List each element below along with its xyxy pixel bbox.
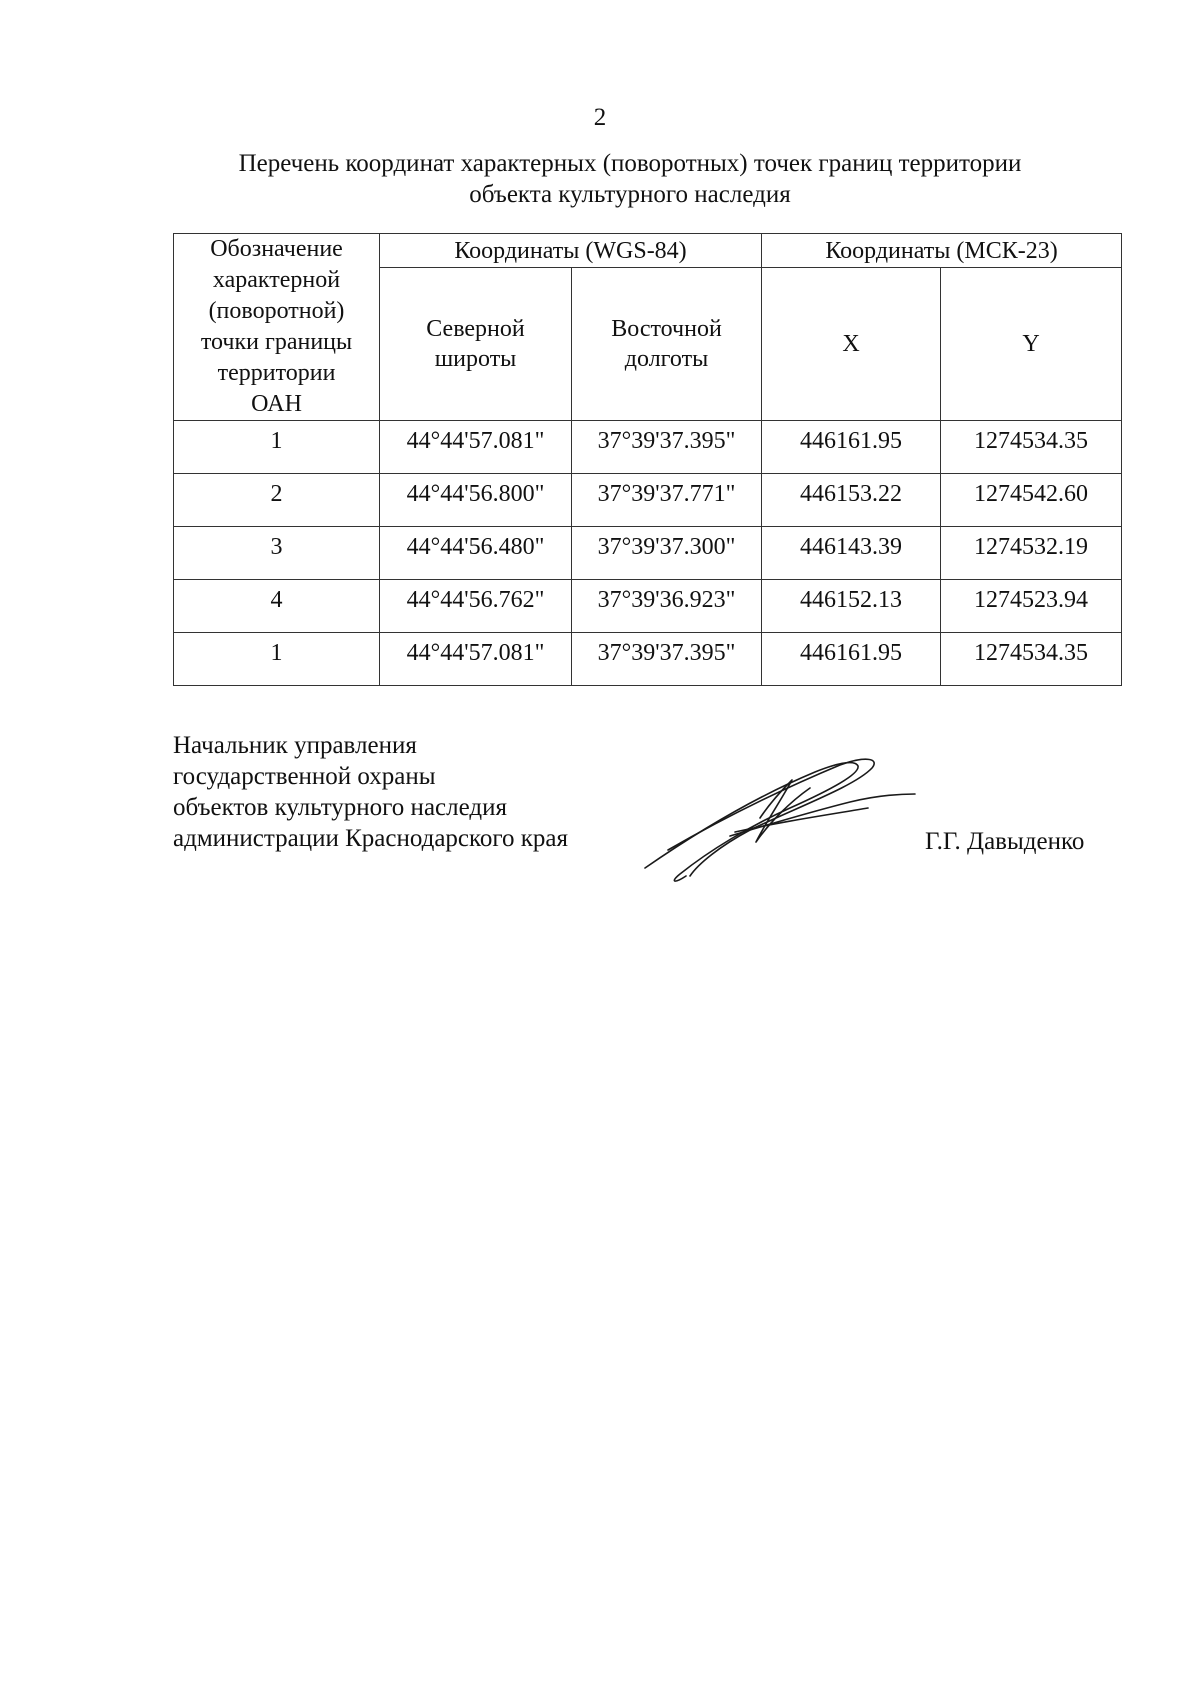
header-x: X xyxy=(762,268,941,421)
header-group-msk23: Координаты (МСК-23) xyxy=(762,234,1122,268)
title-line: Перечень координат характерных (поворотных) точек границ территории xyxy=(238,150,1022,177)
cell-north: 44°44'56.480" xyxy=(380,527,572,580)
cell-y: 1274542.60 xyxy=(941,474,1122,527)
cell-east: 37°39'37.395" xyxy=(572,421,762,474)
coordinates-table xyxy=(173,233,1122,686)
cell-y: 1274534.35 xyxy=(941,633,1122,686)
cell-east: 37°39'37.395" xyxy=(572,633,762,686)
header-point-designation: Обозначение характерной (поворотной) точки границы территории ОАН xyxy=(174,234,380,421)
signer-position-line: администрации Краснодарского края xyxy=(173,825,569,852)
cell-y: 1274532.19 xyxy=(941,527,1122,580)
table-row xyxy=(174,527,1122,580)
cell-y: 1274523.94 xyxy=(941,580,1122,633)
cell-point: 2 xyxy=(174,474,380,527)
cell-x: 446153.22 xyxy=(762,474,941,527)
cell-east: 37°39'36.923" xyxy=(572,580,762,633)
cell-point: 3 xyxy=(174,527,380,580)
handwritten-signature xyxy=(640,750,920,890)
document-title xyxy=(180,148,1080,210)
cell-point: 4 xyxy=(174,580,380,633)
signer-name: Г.Г. Давыденко xyxy=(925,828,1085,855)
table-row xyxy=(174,580,1122,633)
header-y: Y xyxy=(941,268,1122,421)
cell-y: 1274534.35 xyxy=(941,421,1122,474)
signer-position-line: Начальник управления xyxy=(173,732,417,759)
cell-north: 44°44'57.081" xyxy=(380,633,572,686)
header-north-latitude: Северной широты xyxy=(380,268,572,421)
cell-east: 37°39'37.771" xyxy=(572,474,762,527)
cell-east: 37°39'37.300" xyxy=(572,527,762,580)
cell-north: 44°44'56.762" xyxy=(380,580,572,633)
cell-north: 44°44'56.800" xyxy=(380,474,572,527)
table-row xyxy=(174,421,1122,474)
title-line: объекта культурного наследия xyxy=(469,181,791,208)
cell-north: 44°44'57.081" xyxy=(380,421,572,474)
cell-x: 446161.95 xyxy=(762,421,941,474)
cell-point: 1 xyxy=(174,633,380,686)
header-group-wgs84: Координаты (WGS-84) xyxy=(380,234,762,268)
header-east-longitude: Восточной долготы xyxy=(572,268,762,421)
cell-x: 446161.95 xyxy=(762,633,941,686)
page-number: 2 xyxy=(593,104,607,131)
cell-x: 446143.39 xyxy=(762,527,941,580)
table-row xyxy=(174,474,1122,527)
signer-position-line: объектов культурного наследия xyxy=(173,794,507,821)
signer-position xyxy=(173,730,568,854)
signer-position-line: государственной охраны xyxy=(173,763,436,790)
cell-x: 446152.13 xyxy=(762,580,941,633)
cell-point: 1 xyxy=(174,421,380,474)
table-row xyxy=(174,633,1122,686)
